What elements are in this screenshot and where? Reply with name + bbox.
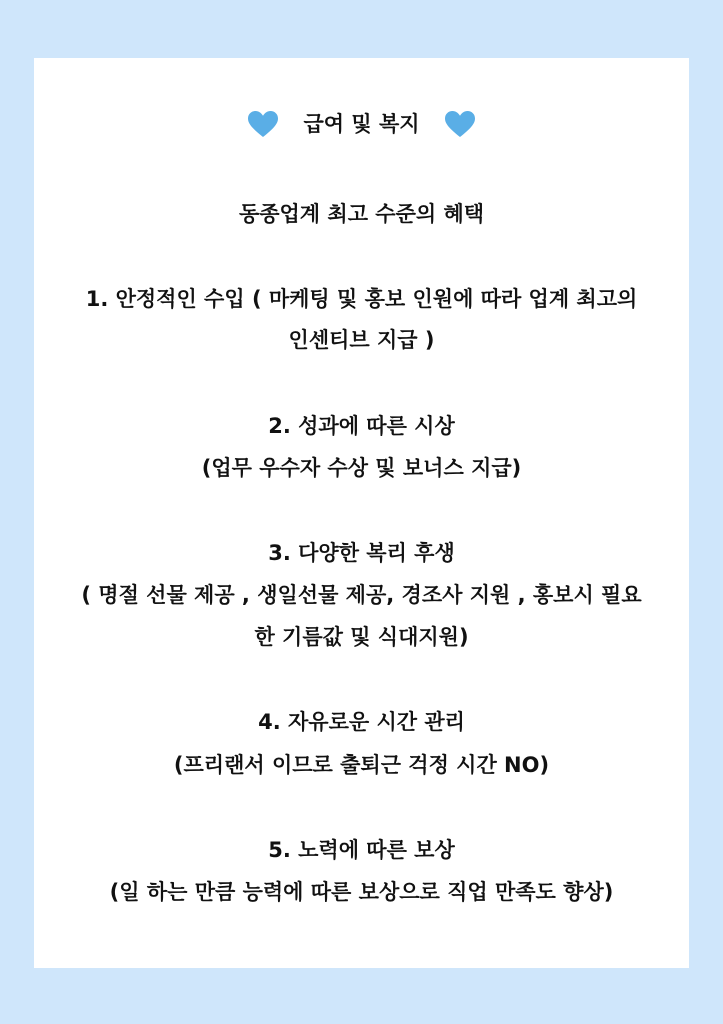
blue-heart-icon: [444, 110, 476, 138]
subtitle: 동종업계 최고 수준의 혜택: [238, 202, 485, 226]
item-4-detail: (프리랜서 이므로 출퇴근 걱정 시간 NO): [173, 753, 550, 777]
title-row: [34, 110, 689, 138]
item-1-detail: 인센티브 지급 ): [288, 328, 435, 352]
item-3-heading: 3. 다양한 복리 후생: [268, 541, 455, 565]
item-1-heading: 1. 안정적인 수입 ( 마케팅 및 홍보 인원에 따라 업계 최고의: [85, 287, 638, 311]
page-title: 급여 및 복지: [303, 112, 420, 136]
item-5-detail: (일 하는 만큼 능력에 따른 보상으로 직업 만족도 향상): [109, 880, 614, 904]
item-3-detail-continued: 한 기름값 및 식대지원): [254, 625, 469, 649]
document-card: [34, 58, 689, 968]
item-4-heading: 4. 자유로운 시간 관리: [258, 710, 465, 734]
blue-heart-icon: [247, 110, 279, 138]
item-5-heading: 5. 노력에 따른 보상: [268, 838, 455, 862]
item-2-heading: 2. 성과에 따른 시상: [268, 414, 455, 438]
item-2-detail: (업무 우수자 수상 및 보너스 지급): [201, 456, 522, 480]
item-3-detail: ( 명절 선물 제공 , 생일선물 제공, 경조사 지원 , 홍보시 필요: [81, 583, 642, 607]
